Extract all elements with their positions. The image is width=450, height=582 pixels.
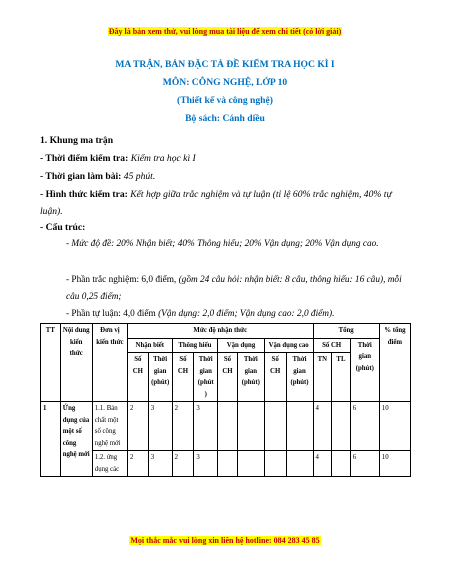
col-unit-header: Đơn vị kiến thức bbox=[92, 324, 127, 402]
table-cell: 4 bbox=[313, 402, 332, 451]
table-cell: 3 bbox=[194, 402, 218, 451]
exam-time-line bbox=[40, 153, 410, 165]
col-content-header: Nội dung kiến thức bbox=[60, 324, 92, 402]
structure-item-essay-plain: - Phần tự luận: 4,0 điểm bbox=[66, 309, 159, 319]
format-value: Kết hợp giữa trắc nghiệm và tự luận (tỉ lệ 60% trắc nghiệm, 40% tự luận). bbox=[40, 189, 392, 217]
col-level-header: Mức độ nhận thức bbox=[128, 324, 313, 339]
table-cell: 3 bbox=[148, 402, 172, 451]
sub-tn: TN bbox=[313, 353, 332, 402]
sub-time: Thời gian (phút) bbox=[237, 353, 264, 402]
total-count-header: Số CH bbox=[313, 338, 350, 353]
table-cell bbox=[286, 451, 313, 477]
total-time-header: Thời gian (phút) bbox=[350, 338, 379, 402]
table-cell bbox=[332, 402, 351, 451]
duration-line bbox=[40, 171, 410, 183]
table-cell: 2 bbox=[172, 451, 194, 477]
structure-label-text: - Cấu trúc: bbox=[40, 222, 86, 233]
structure-label bbox=[40, 222, 410, 234]
structure-item-mcq-plain: - Phần trắc nghiệm: 6,0 điểm, bbox=[66, 275, 179, 285]
structure-item-essay-italic: (Vận dụng: 2,0 điểm; Vận dụng cao: 2,0 điểm). bbox=[158, 309, 335, 319]
table-cell: 3 bbox=[148, 451, 172, 477]
exam-time-label: - Thời điểm kiểm tra: bbox=[40, 153, 129, 164]
table-cell bbox=[332, 451, 351, 477]
structure-item-levels bbox=[66, 236, 410, 253]
hotline-banner bbox=[0, 536, 450, 545]
table-cell: 2 bbox=[128, 402, 149, 451]
table-cell bbox=[286, 402, 313, 451]
table-cell: 4 bbox=[313, 451, 332, 477]
section-heading: 1. Khung ma trận bbox=[40, 135, 114, 146]
sub-count: Số CH bbox=[218, 353, 238, 402]
table-cell bbox=[237, 402, 264, 451]
sub-count: Số CH bbox=[172, 353, 194, 402]
level-understand: Thông hiểu bbox=[172, 338, 218, 353]
col-percent-header: % tổng điểm bbox=[379, 324, 410, 402]
row-tt: 1 bbox=[41, 402, 61, 477]
structure-item-mcq-italic: (gồm 24 câu hỏi: nhận biết: 8 câu, thông hiểu: 16 câu), mỗi câu 0,25 điểm; bbox=[66, 275, 402, 302]
col-tt-header: TT bbox=[41, 324, 61, 402]
row-unit: 1.2. ứng dụng các bbox=[92, 451, 127, 477]
sub-count: Số CH bbox=[128, 353, 149, 402]
hotline-banner-text: Mọi thắc mắc vui lòng xin liên hệ hotline: 084 283 45 85 bbox=[130, 536, 320, 545]
table-cell bbox=[237, 451, 264, 477]
exam-time-value: Kiểm tra học kì I bbox=[130, 153, 196, 164]
table-cell bbox=[264, 402, 286, 451]
structure-item-essay bbox=[66, 306, 410, 323]
structure-item-levels-text: - Mức độ đề: 20% Nhận biết; 40% Thông hiểu; 20% Vận dụng; 20% Vận dụng cao. bbox=[66, 239, 379, 249]
sub-time: Thời gian (phút ) bbox=[194, 353, 218, 402]
row-content: Ứng dụng của một số công nghệ mới bbox=[60, 402, 92, 477]
matrix-table bbox=[40, 323, 411, 477]
sub-time: Thời gian (phút) bbox=[148, 353, 172, 402]
table-cell: 10 bbox=[379, 402, 410, 451]
table-cell: 6 bbox=[350, 451, 379, 477]
format-label: - Hình thức kiểm tra: bbox=[40, 189, 128, 200]
table-header-row-1 bbox=[41, 324, 411, 339]
preview-banner-text: Đây là bản xem thử, vui lòng mua tài liệu để xem chi tiết (có lời giải) bbox=[108, 27, 342, 36]
table-cell: 2 bbox=[128, 451, 149, 477]
level-apply-high: Vận dụng cao bbox=[264, 338, 313, 353]
table-cell: 2 bbox=[172, 402, 194, 451]
table-cell: 6 bbox=[350, 402, 379, 451]
structure-item-mcq bbox=[66, 272, 410, 306]
duration-value: 45 phút. bbox=[123, 171, 156, 182]
preview-banner bbox=[0, 27, 450, 36]
level-recognize: Nhận biết bbox=[128, 338, 173, 353]
doc-title-line2: MÔN: CÔNG NGHỆ, LỚP 10 bbox=[162, 77, 288, 88]
sub-count: Số CH bbox=[264, 353, 286, 402]
doc-title-line1: MA TRẬN, BẢN ĐẶC TẢ ĐỀ KIỂM TRA HỌC KÌ I bbox=[115, 59, 335, 70]
table-cell: 10 bbox=[379, 451, 410, 477]
sub-time: Thời gian (phút) bbox=[286, 353, 313, 402]
table-cell bbox=[264, 451, 286, 477]
table-cell bbox=[218, 402, 238, 451]
doc-title-line3: (Thiết kế và công nghệ) bbox=[177, 95, 273, 106]
table-row bbox=[41, 402, 411, 451]
table-cell: 3 bbox=[194, 451, 218, 477]
doc-title-line4: Bộ sách: Cánh diều bbox=[185, 113, 265, 124]
row-unit: 1.1. Bản chất một số công nghệ mới bbox=[92, 402, 127, 451]
duration-label: - Thời gian làm bài: bbox=[40, 171, 122, 182]
sub-tl: TL bbox=[332, 353, 351, 402]
col-total-header: Tổng bbox=[313, 324, 379, 339]
table-row bbox=[41, 451, 411, 477]
table-cell bbox=[218, 451, 238, 477]
level-apply: Vận dụng bbox=[218, 338, 265, 353]
format-line bbox=[40, 186, 410, 220]
